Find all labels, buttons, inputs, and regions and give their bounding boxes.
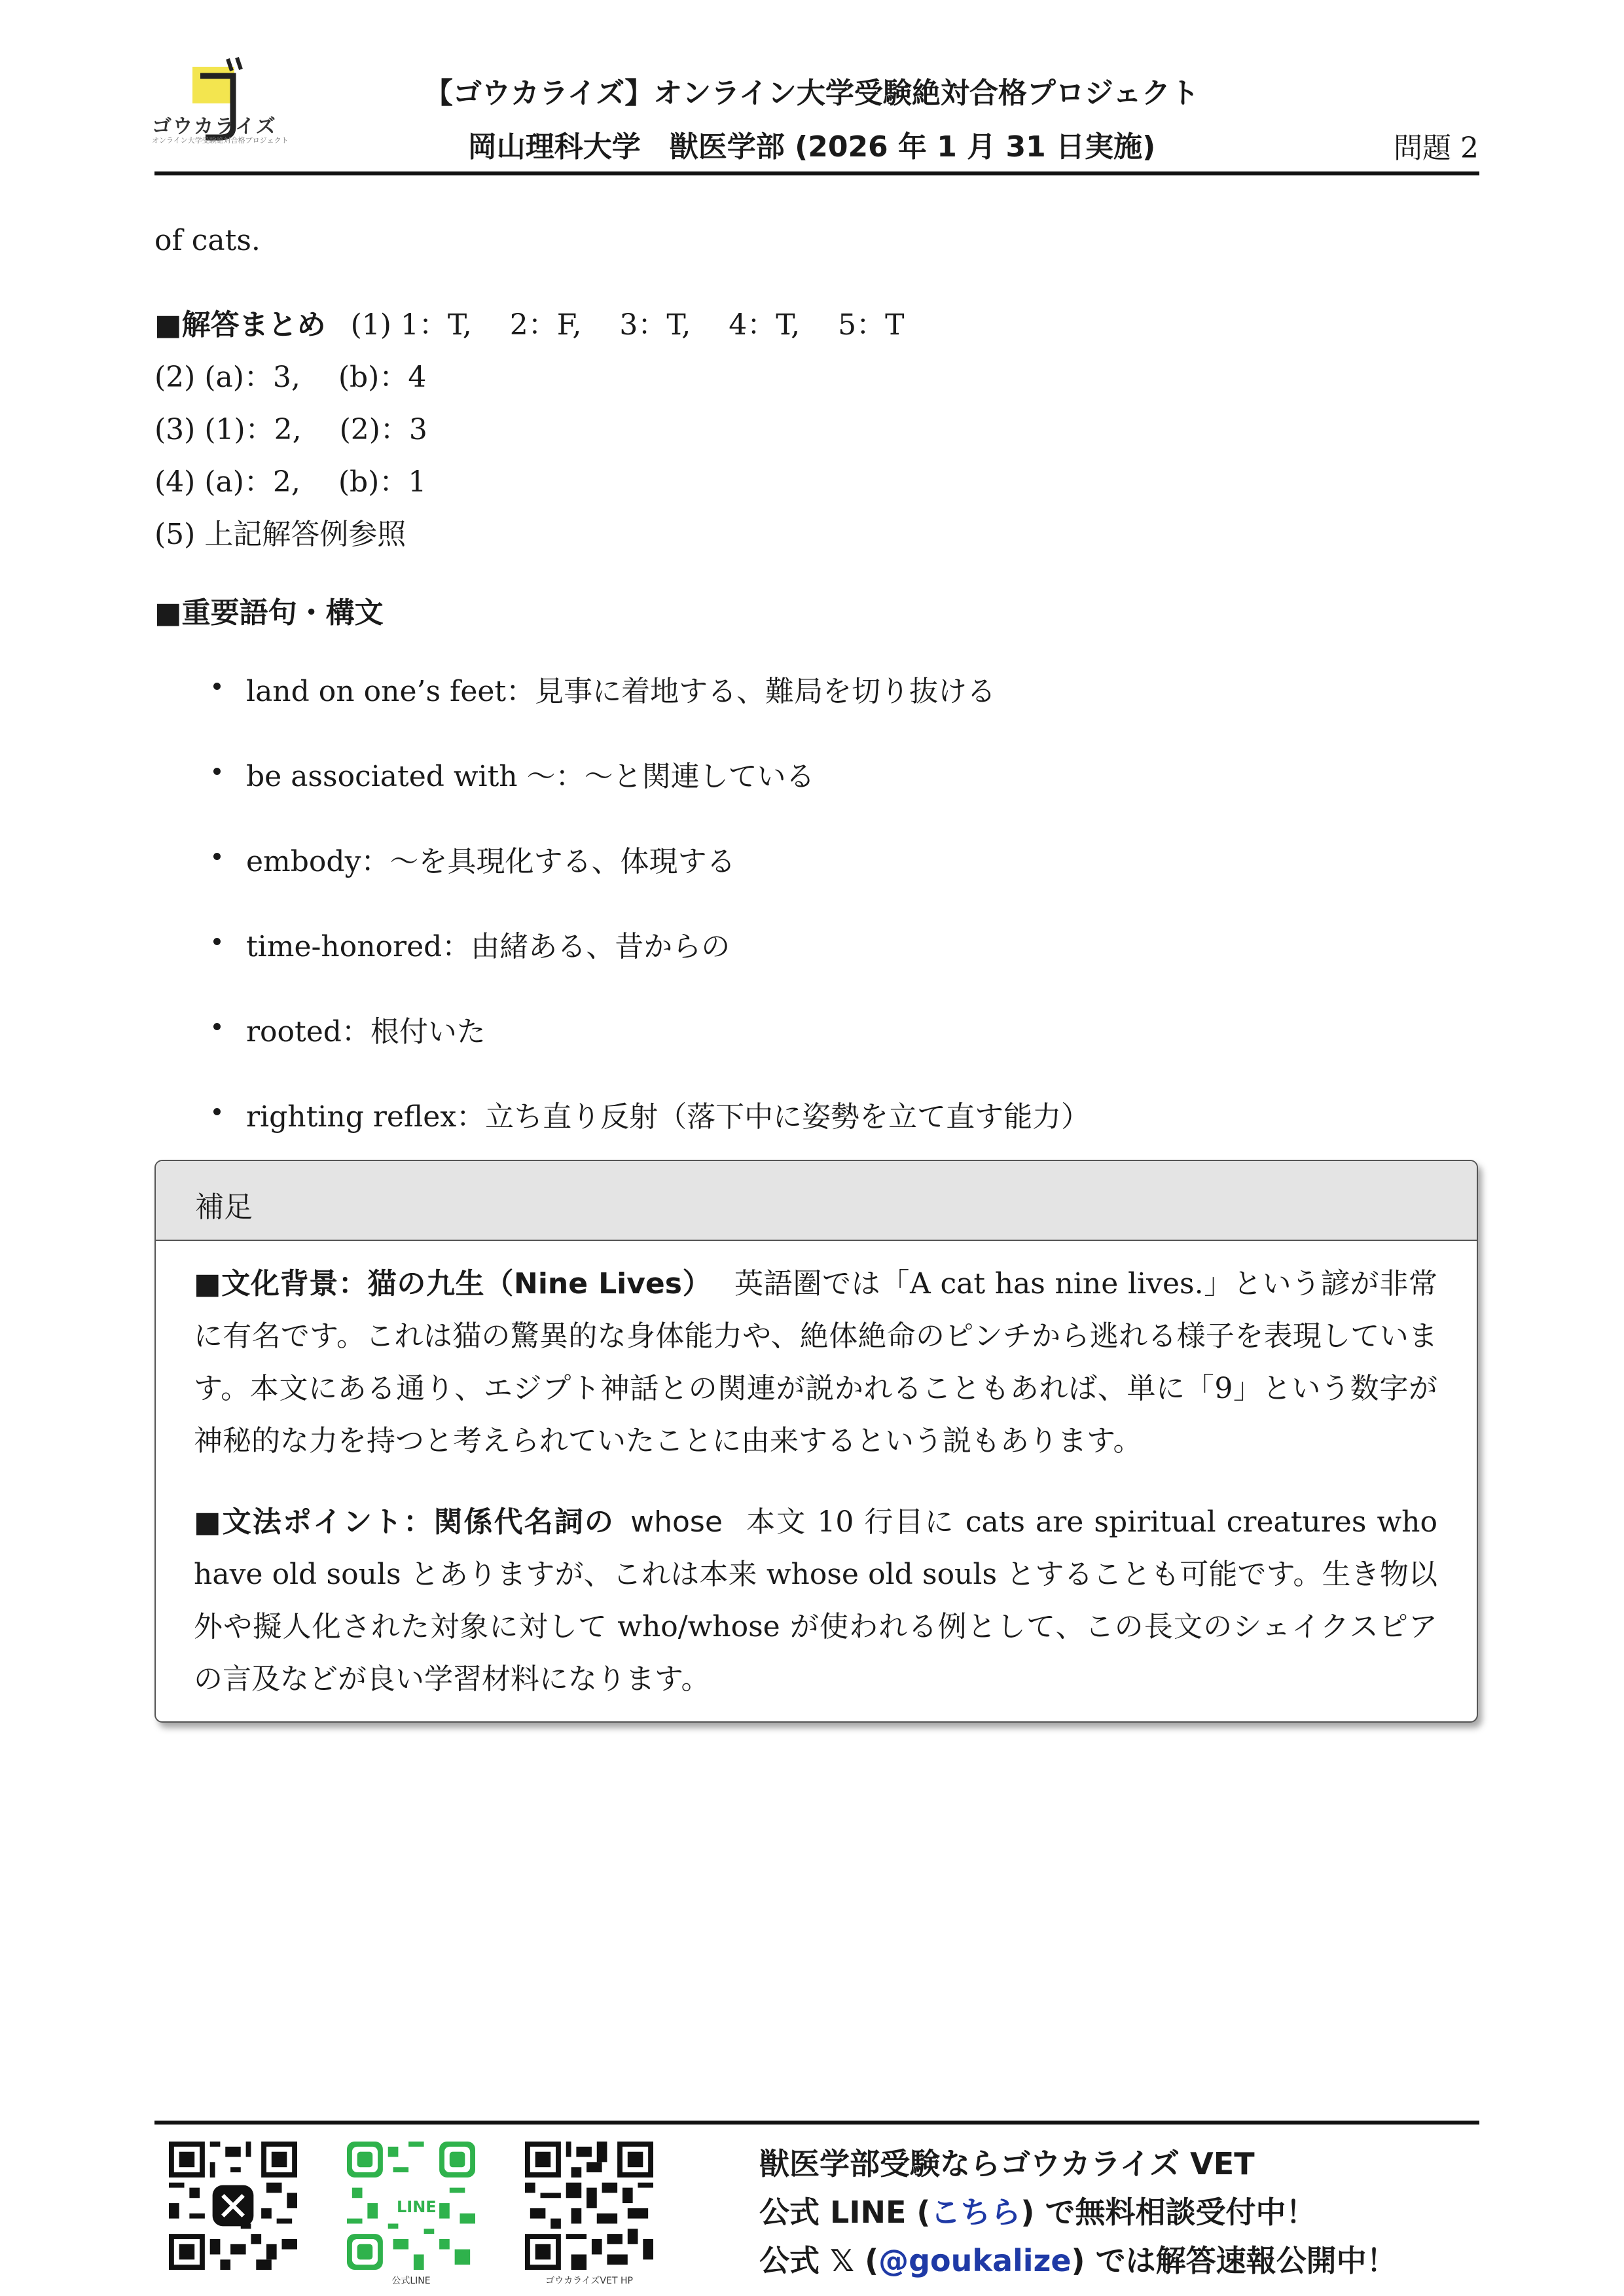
supplement-title: 補足: [195, 1191, 253, 1224]
vocab-item: land on one’s feet：見事に着地する、難局を切り抜ける: [246, 675, 996, 708]
vocab-item: rooted：根付いた: [246, 1015, 486, 1049]
line-link[interactable]: こちら: [930, 2195, 1021, 2230]
footer-x-prefix: 公式 𝕏 (: [759, 2243, 879, 2278]
header-rule: [154, 171, 1479, 175]
answer-line-3: (3) (1)：2, (2)：3: [154, 413, 427, 446]
bullet-icon: [213, 938, 221, 945]
answer-summary-heading: ■解答まとめ: [154, 308, 326, 342]
logo-subtext: オンライン大学受験絶対合格プロジェクト: [152, 136, 289, 145]
culture-heading: ■文化背景：猫の九生（Nine Lives）: [194, 1267, 712, 1300]
footer-line-prefix: 公式 LINE (: [759, 2195, 931, 2230]
vocab-heading: ■重要語句・構文: [154, 596, 384, 630]
page-subtitle: 岡山理科大学 獣医学部 (2026 年 1 月 31 日実施): [467, 130, 1156, 164]
bullet-icon: [213, 1023, 221, 1030]
grammar-text: 本文 10 行目に cats are spiritual creatures who have old souls とありますが、これは本来 whose old souls とすることも可能です。生き物以外や擬人化された対象に対して who/whose が使われる例として、この長文のシェイクスピアの言及などが良い学習材料になります。: [194, 1505, 1437, 1696]
answer-line-1: (1) 1：T, 2：F, 3：T, 4：T, 5：T: [350, 308, 905, 342]
hp-qr-caption: ゴウカライズVET HP: [545, 2276, 633, 2286]
bullet-icon: [213, 768, 221, 775]
intro-fragment: of cats.: [154, 224, 261, 257]
culture-paragraph: [194, 1258, 1437, 1467]
bullet-icon: [213, 683, 221, 690]
problem-number: 問題 2: [1394, 132, 1479, 165]
vocab-item: righting reflex：立ち直り反射（落下中に姿勢を立て直す能力）: [246, 1100, 1091, 1134]
answer-line-2: (2) (a)：3, (b)：4: [154, 361, 427, 394]
grammar-heading: ■文法ポイント：関係代名詞の: [194, 1505, 615, 1539]
footer-x-cta: [759, 2237, 1397, 2280]
line-qr-caption: 公式LINE: [391, 2276, 431, 2286]
bullet-icon: [213, 1108, 221, 1115]
grammar-keyword: whose: [630, 1505, 723, 1539]
footer-x-suffix: ) では解答速報公開中！: [1071, 2243, 1397, 2278]
line-badge: LINE: [397, 2198, 437, 2216]
grammar-paragraph: [194, 1496, 1437, 1706]
footer-tagline: 獣医学部受験ならゴウカライズ VET: [759, 2146, 1255, 2181]
logo-text: ゴウカライズ: [152, 115, 277, 138]
page-title: 【ゴウカライズ】オンライン大学受験絶対合格プロジェクト: [424, 77, 1200, 110]
footer-rule: [154, 2121, 1479, 2125]
hp-qr-code[interactable]: [525, 2142, 653, 2270]
answer-summary-line1: [154, 301, 904, 343]
culture-text: 英語圏では「A cat has nine lives.」という諺が非常に有名です。これは猫の驚異的な身体能力や、絶体絶命のピンチから逃れる様子を表現しています。本文にある通り、エジプト神話との関連が説かれることもあれば、単に「9」という数字が神秘的な力を持つと考えられていたことに由来するという説もあります。: [194, 1267, 1437, 1458]
vocab-item: time-honored：由緒ある、昔からの: [246, 930, 731, 963]
x-qr-code[interactable]: [169, 2142, 297, 2270]
x-account-link[interactable]: @goukalize: [878, 2243, 1072, 2278]
footer-line-suffix: ) で無料相談受付中！: [1020, 2195, 1316, 2230]
vocab-item: embody：～を具現化する、体現する: [246, 845, 736, 878]
supplement-box: [154, 1160, 1478, 1723]
answer-line-4: (4) (a)：2, (b)：1: [154, 465, 427, 499]
supplement-header: [156, 1161, 1477, 1241]
bullet-icon: [213, 853, 221, 860]
footer-line-cta: [759, 2189, 1316, 2232]
vocab-item: be associated with ～：～と関連している: [246, 760, 815, 793]
answer-line-5: (5) 上記解答例参照: [154, 518, 406, 551]
